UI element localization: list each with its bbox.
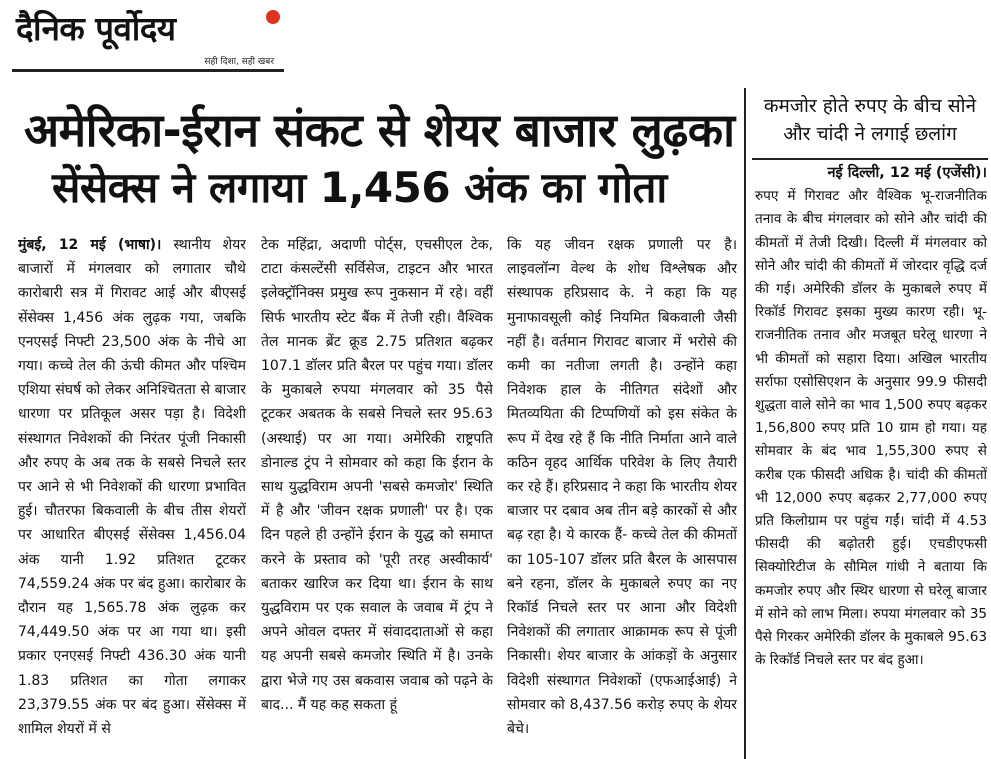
side-article-column: [755, 162, 987, 759]
article-column-3: [507, 233, 737, 759]
masthead: [12, 4, 284, 72]
article-column-2: [261, 233, 493, 759]
side-title-rule: [752, 158, 988, 160]
column-divider: [744, 88, 746, 759]
article-column-2-text: टेक महिंद्रा, अदाणी पोर्ट्स, एचसीएल टेक, टाटा कंसल्टेंसी सर्विसेज, टाइटन और भारत इलेक्ट्रॉनिक्स प्रमुख रूप नुकसान में रहे। वहीं सिर्फ भारतीय स्टेट बैंक में तेजी रही। वैश्विक तेल मानक ब्रेंट क्रूड 2.75 प्रतिशत बढ़कर 107.1 डॉलर प्रति बैरल पर पहुंच गया। डॉलर के मुकाबले रुपया मंगलवार को 35 पैसे टूटकर अबतक के सबसे निचले स्तर 95.63 (अस्थाई) पर आ गया। अमेरिकी राष्ट्रपति डोनाल्ड ट्रंप ने सोमवार को कहा कि ईरान के साथ युद्धविराम अपनी 'सबसे कमजोर' स्थिति में है और 'जीवन रक्षक प्रणाली' पर है। एक दिन पहले ही उन्होंने ईरान के युद्ध को समाप्त करने के प्रस्ताव को 'पूरी तरह अस्वीकार्य' बताकर खारिज कर दिया था। ईरान के साथ युद्धविराम पर एक सवाल के जवाब में ट्रंप ने अपने ओवल दफ्तर में संवाददाताओं से कहा यह अपनी सबसे कमजोर स्थिति में है। उनके द्वारा भेजे गए उस बकवास जवाब को पढ़ने के बाद... मैं यह कह सकता हूं: [261, 237, 493, 713]
newspaper-tagline: सही दिशा, सही खबर: [204, 57, 274, 67]
article-column-3-text: कि यह जीवन रक्षक प्रणाली पर है। लाइवलॉन्ग वेल्थ के शोध विश्लेषक और संस्थापक हरिप्रसाद के. ने कहा कि यह मुनाफावसूली कोई नियमित बिकवाली जैसी नहीं है। वर्तमान गिरावट बाजार में भरोसे की कमी का नतीजा लगती है। उन्होंने कहा निवेशक हाल के नीतिगत संदेशों और मितव्ययिता की टिप्पणियों को इस संकेत के रूप में देख रहे हैं कि नीति निर्माता आने वाले कठिन वृहद आर्थिक परिवेश के लिए तैयारी कर रहे हैं। हरिप्रसाद ने कहा कि भारतीय शेयर बाजार पर दबाव अब तीन बड़े कारकों से और बढ़ रहा है। ये कारक हैं- कच्चे तेल की कीमतों का 105-107 डॉलर प्रति बैरल के आसपास बने रहना, डॉलर के मुकाबले रुपए का नए रिकॉर्ड निचले स्तर पर आना और विदेशी निवेशकों की लगातार आक्रामक रूप से पूंजी निकासी। शेयर बाजार के आंकड़ों के अनुसार विदेशी संस्थागत निवेशकों (एफआईआई) ने सोमवार को 8,437.56 करोड़ रुपए के शेयर बेचे।: [507, 237, 737, 738]
article-column-1-text: स्थानीय शेयर बाजारों में मंगलवार को लगातार चौथे कारोबारी सत्र में गिरावट आई और बीएसई सेंसेक्स 1,456 अंक लुढ़क गया, जबकि एनएसई निफ्टी 23,500 अंक के नीचे आ गया। कच्चे तेल की ऊंची कीमत और पश्चिम एशिया संघर्ष को लेकर अनिश्चितता से बाजार धारणा पर प्रतिकूल असर पड़ा है। विदेशी संस्थागत निवेशकों की निरंतर पूंजी निकासी और रुपए के अब तक के सबसे निचले स्तर पर आने से भी निवेशकों की धारणा प्रभावित हुई। चौतरफा बिकवाली के बीच तीस शेयरों पर आधारित बीएसई सेंसेक्स 1,456.04 अंक यानी 1.92 प्रतिशत टूटकर 74,559.24 अंक पर बंद हुआ। कारोबार के दौरान यह 1,565.78 अंक लुढ़क कर 74,449.50 अंक पर आ गया था। इसी प्रकार एनएसई निफ्टी 436.30 अंक यानी 1.83 प्रतिशत का गोता लगाकर 23,379.55 अंक पर बंद हुआ। सेंसेक्स में शामिल शेयरों में से: [18, 237, 246, 738]
newspaper-name: दैनिक पूर्वोदय: [16, 9, 176, 48]
side-article-dateline: नई दिल्ली, 12 मई (एजेंसी)।: [827, 165, 987, 181]
article-dateline: मुंबई, 12 मई (भाषा)।: [18, 237, 174, 253]
headline-line-2: सेंसेक्स ने लगाया 1,456 अंक का गोता: [52, 163, 667, 212]
headline-line-1: अमेरिका-ईरान संकट से शेयर बाजार लुढ़का: [24, 103, 735, 157]
side-article-text: रुपए में गिरावट और वैश्विक भू-राजनीतिक तनाव के बीच मंगलवार को सोने और चांदी की कीमतों में तेजी दिखी। दिल्ली में मंगलवार को सोने और चांदी की कीमतों में जोरदार वृद्धि दर्ज की गई। अमेरिकी डॉलर के मुकाबले रुपए में रिकॉर्ड गिरावट इसका मुख्य कारण रही। भू-राजनीतिक तनाव और मजबूत घरेलू धारणा ने भी कीमतों को सहारा दिया। अखिल भारतीय सर्राफा एसोसिएशन के अनुसार 99.9 फीसदी शुद्धता वाले सोने का भाव 1,500 रुपए बढ़कर 1,56,800 रुपए प्रति 10 ग्राम हो गया। यह सोमवार के बंद भाव 1,55,300 रुपए से करीब एक फीसदी अधिक है। चांदी की कीमतों भी 12,000 रुपए बढ़कर 2,77,000 रुपए प्रति किलोग्राम पर पहुंच गईं। चांदी में 4.53 फीसदी की बढ़ोतरी हुई। एचडीएफसी सिक्योरिटीज के सौमिल गांधी ने बताया कि कमजोर रुपए और स्थिर धारणा से घरेलू बाजार में सोने को लाभ मिला। रुपया मंगलवार को 35 पैसे गिरकर अमेरिकी डॉलर के मुकाबले 95.63 के रिकॉर्ड निचले स्तर पर बंद हुआ।: [755, 188, 987, 669]
article-column-1: [18, 233, 246, 759]
masthead-rule: [12, 69, 284, 72]
side-article-title: कमजोर होते रुपए के बीच सोने और चांदी ने लगाई छलांग: [763, 95, 977, 145]
brand-dot-icon: [266, 10, 280, 24]
